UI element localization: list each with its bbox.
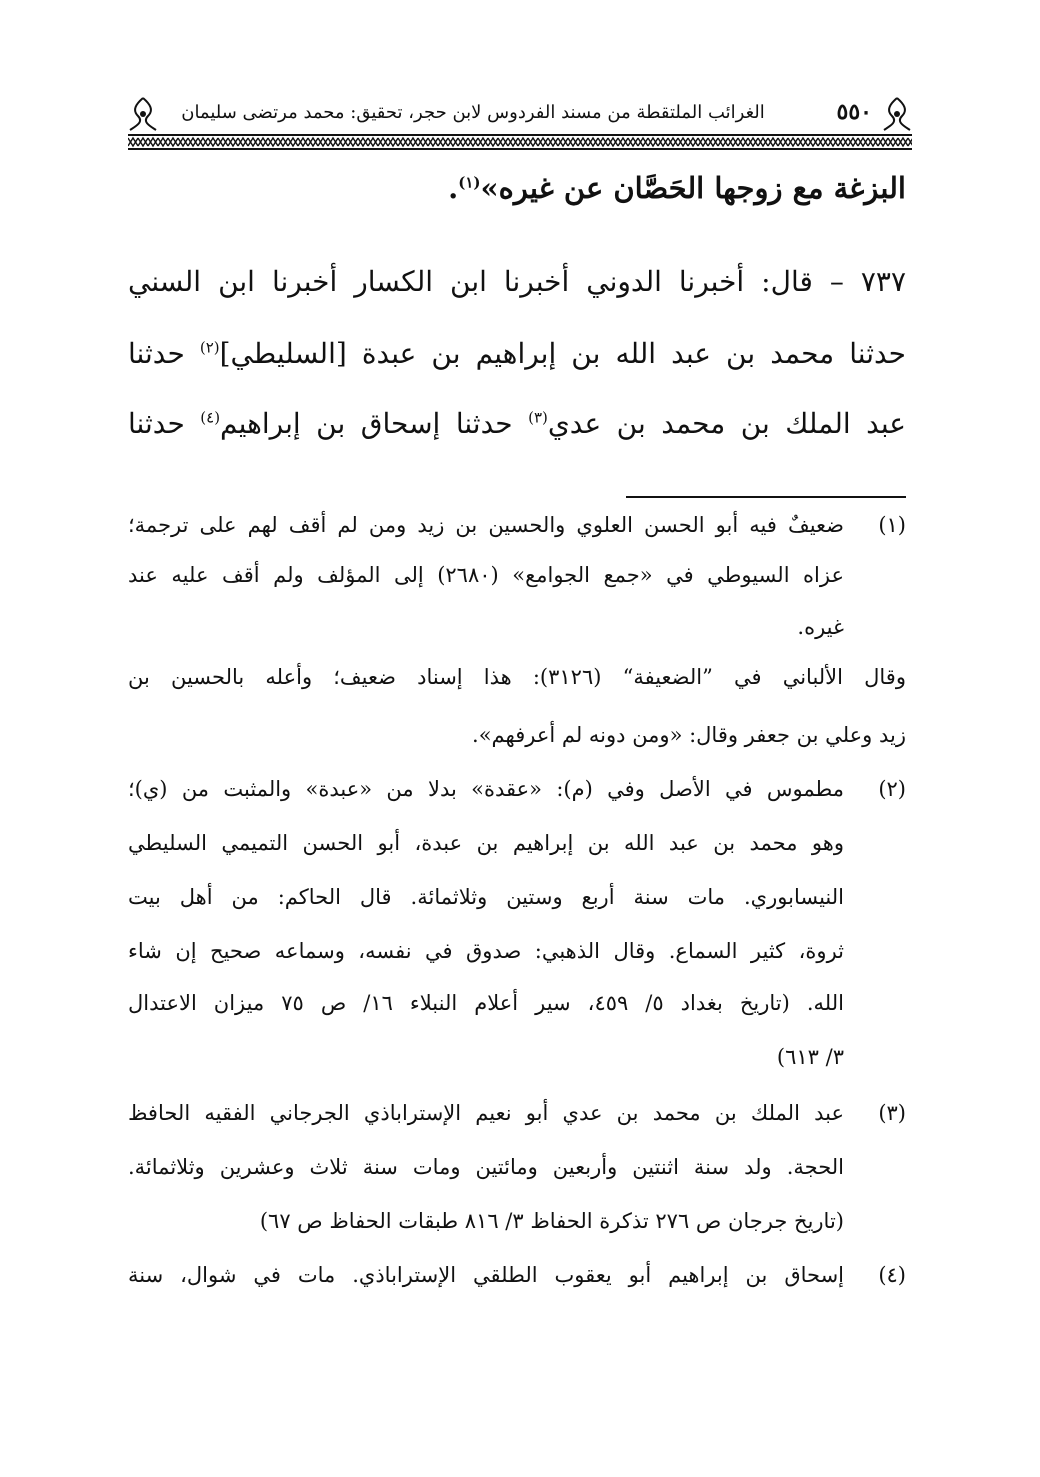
footnote-number: (١) [878, 513, 906, 537]
footnote-line: وهو محمد بن عبد الله بن إبراهيم بن عبدة، أبو الحسن التميمي السليطي [128, 831, 844, 855]
footnote-line: غيره. [797, 615, 844, 639]
footnote-line: عبد الملك بن محمد بن عدي أبو نعيم الإستراباذي الجرجاني الفقيه الحافظ [128, 1101, 844, 1125]
isnad-text: حدثنا محمد بن عبد الله بن إبراهيم بن عبدة [السليطي] [219, 337, 906, 370]
footnote-line: ضعيفٌ فيه أبو الحسن العلوي والحسين بن زيد ومن لم أقف لهم على ترجمة؛ [128, 513, 844, 537]
footnote-ref-2: (٢) [199, 338, 220, 357]
footnote-line: إسحاق بن إبراهيم أبو يعقوب الطلقي الإستراباذي. مات في شوال، سنة [128, 1263, 844, 1287]
running-header-title: الغرائب الملتقطة من مسند الفردوس لابن حجر، تحقيق: محمد مرتضى سليمان [181, 102, 765, 123]
hadith-end-punct: . [448, 171, 459, 205]
corner-ornament-right-icon [882, 96, 912, 132]
footnote-line: الله. (تاريخ بغداد ٥/ ٤٥٩، سير أعلام النبلاء ١٦/ ص ٧٥ ميزان الاعتدال [128, 991, 844, 1015]
footnote-line: النيسابوري. مات سنة أربع وستين وثلاثمائة. قال الحاكم: من أهل بيت [128, 885, 844, 909]
page-number: ٥٥٠ [836, 99, 872, 125]
footnote-line: الحجة. ولد سنة اثنتين وأربعين ومائتين ومات سنة ثلاث وعشرين وثلاثمائة. [128, 1155, 844, 1179]
footnote-line: مطموس في الأصل وفي (م): «عقدة» بدلا من «عبدة» والمثبت من (ي)؛ [128, 777, 844, 801]
footnote-ref-3: (٣) [528, 408, 548, 427]
hadith-text: البزغة مع زوجها الحَصَّان عن غيره» [480, 171, 906, 205]
corner-ornament-left-icon [128, 96, 158, 132]
footnote-ref-4: (٤) [200, 408, 221, 427]
isnad-text: حدثنا [128, 337, 200, 370]
footnote-number: (٣) [878, 1101, 906, 1125]
page-header [128, 96, 912, 156]
hadith-737-line-3 [128, 404, 906, 444]
isnad-text: حدثنا [128, 407, 201, 440]
footnote-separator [626, 496, 906, 498]
footnote-line: ٣/ ٦١٣) [776, 1045, 844, 1069]
isnad-text: عبد الملك بن محمد بن عدي [547, 407, 906, 440]
footnote-line: عزاه السيوطي في «جمع الجوامع» (٢٦٨٠) إلى المؤلف ولم أقف عليه عند [128, 563, 844, 587]
footnote-line: وقال الألباني في ”الضعيفة“ (٣١٢٦): هذا إسناد ضعيف؛ وأعله بالحسين بن [128, 665, 906, 689]
footnote-line: ثروة، كثير السماع. وقال الذهبي: صدوق في نفسه، وسماعه صحيح إن شاء [128, 939, 844, 963]
footnote-ref-1: (١) [458, 173, 481, 192]
continued-hadith-line [128, 162, 906, 214]
footnote-line: زيد وعلي بن جعفر وقال: «ومن دونه لم أعرفهم». [472, 723, 906, 747]
footnote-number: (٤) [878, 1263, 906, 1287]
footnote-line: (تاريخ جرجان ص ٢٧٦ تذكرة الحفاظ ٣/ ٨١٦ طبقات الحفاظ ص ٦٧) [259, 1209, 844, 1233]
hadith-737-line-2 [128, 334, 906, 374]
decorative-header-border [128, 134, 912, 150]
hadith-737-line-1: ٧٣٧ – قال: أخبرنا الدوني أخبرنا ابن الكسار أخبرنا ابن السني [128, 265, 906, 298]
isnad-text: حدثنا إسحاق بن إبراهيم [220, 407, 529, 440]
footnote-number: (٢) [878, 777, 906, 801]
